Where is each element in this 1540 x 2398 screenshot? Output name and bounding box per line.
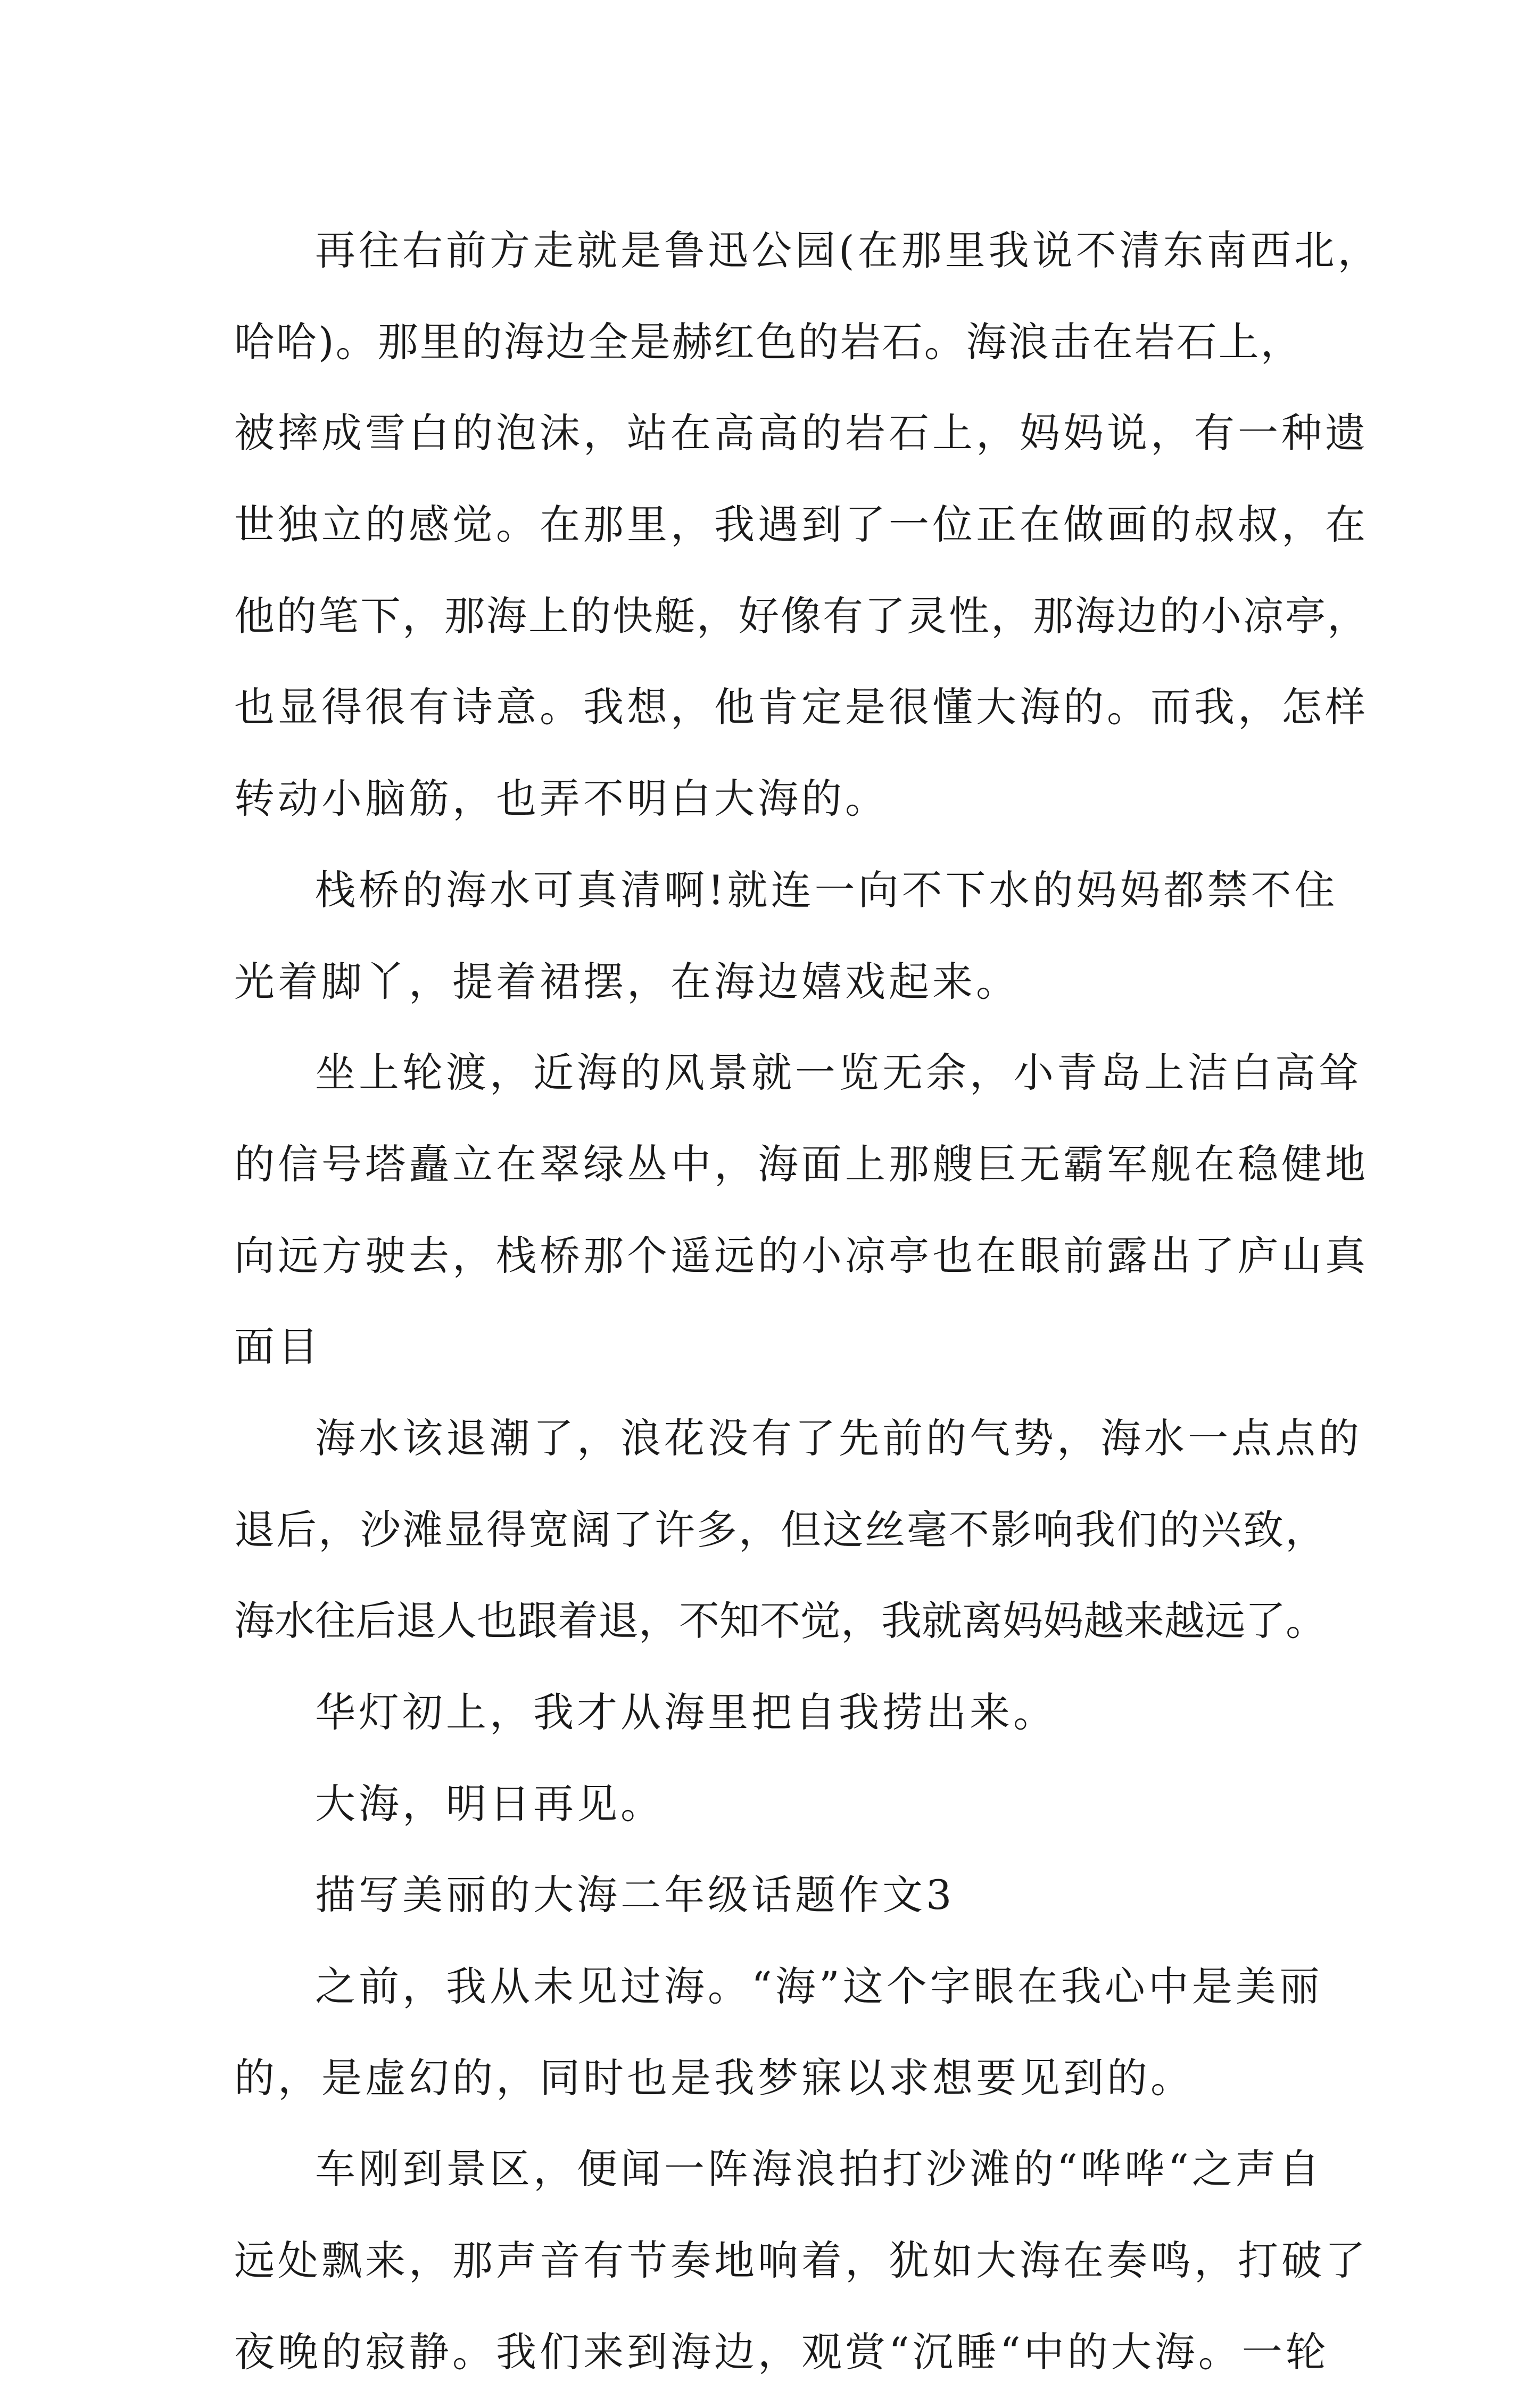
section-heading: 描写美丽的大海二年级话题作文3 [315,1871,955,1919]
text-line: 车刚到景区，便闻一阵海浪拍打沙滩的“哗哗“之声自 [315,2145,1323,2193]
text-line: 哈哈)。那里的海边全是赫红色的岩石。海浪击在岩石上， [234,318,1303,366]
text-line: 夜晚的寂静。我们来到海边，观赏“沉睡“中的大海。一轮 [234,2328,1329,2376]
text-line: 栈桥的海水可真清啊!就连一向不下水的妈妈都禁不住 [315,866,1338,914]
text-line: 再往右前方走就是鲁迅公园(在那里我说不清东南西北， [315,227,1381,274]
text-line: 也显得很有诗意。我想，他肯定是很懂大海的。而我，怎样 [234,683,1369,731]
text-line: 光着脚丫，提着裙摆，在海边嬉戏起来。 [234,957,1020,1005]
text-line: 向远方驶去，栈桥那个遥远的小凉亭也在眼前露出了庐山真 [234,1231,1369,1279]
text-line: 远处飘来，那声音有节奏地响着，犹如大海在奏鸣，打破了 [234,2237,1369,2285]
text-line: 坐上轮渡，近海的风景就一览无余，小青岛上洁白高耸 [315,1049,1362,1097]
text-line: 转动小脑筋，也弄不明白大海的。 [234,775,889,823]
text-line: 他的笔下，那海上的快艇，好像有了灵性，那海边的小凉亭， [234,592,1369,640]
text-line: 面目 [234,1323,321,1371]
text-line: 退后，沙滩显得宽阔了许多，但这丝毫不影响我们的兴致， [234,1506,1327,1553]
essay-body [234,205,1381,2398]
text-line: 华灯初上，我才从海里把自我捞出来。 [315,1689,1057,1736]
text-line: 大海，明日再见。 [315,1780,664,1828]
text-line: 被摔成雪白的泡沫，站在高高的岩石上，妈妈说，有一种遗 [234,409,1369,457]
text-line: 之前，我从未见过海。“海”这个字眼在我心中是美丽 [315,1963,1323,2011]
text-line: 海水该退潮了，浪花没有了先前的气势，海水一点点的 [315,1414,1362,1462]
text-line: 的，是虚幻的，同时也是我梦寐以求想要见到的。 [234,2054,1194,2102]
text-line: 海水往后退人也跟着退，不知不觉，我就离妈妈越来越远了。 [234,1597,1326,1645]
text-line: 世独立的感觉。在那里，我遇到了一位正在做画的叔叔，在 [234,501,1369,549]
text-line: 的信号塔矗立在翠绿丛中，海面上那艘巨无霸军舰在稳健地 [234,1140,1369,1188]
